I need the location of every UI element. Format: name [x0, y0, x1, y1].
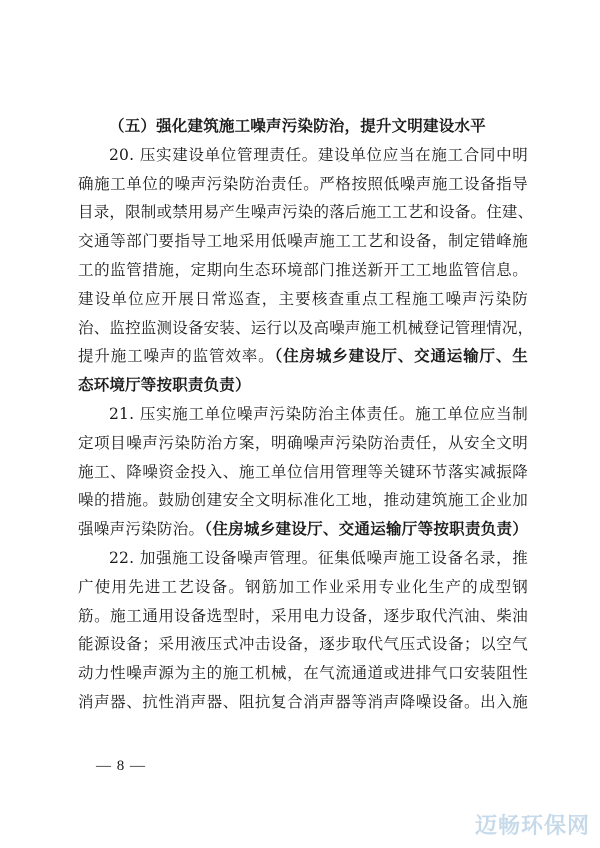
paragraph-22-line: 广使用先进工艺设备。钢筋加工作业采用专业化生产的成型钢 — [78, 577, 528, 596]
paragraph-20-responsibility-cont: 态环境厅等按职责负责） — [78, 375, 251, 395]
section-heading: （五）强化建筑施工噪声污染防治，提升文明建设水平 — [109, 116, 486, 135]
paragraph-20-line: 交通等部门要指导工地采用低噪声施工工艺和设备，制定错峰施 — [78, 232, 528, 251]
paragraph-21-responsibility: （住房城乡建设厅、交通运输厅等按职责负责） — [204, 519, 529, 539]
paragraph-21-tail-text: 强噪声污染防治。 — [78, 520, 205, 539]
paragraph-20-responsibility: （住房城乡建设厅、交通运输厅、生 — [274, 346, 528, 366]
paragraph-20-line: 20. 压实建设单位管理责任。建设单位应当在施工合同中明 — [109, 145, 528, 164]
paragraph-22-line: 能源设备；采用液压式冲击设备，逐步取代气压式设备；以空气 — [78, 635, 528, 654]
paragraph-20-line: 确施工单位的噪声污染防治责任。严格按照低噪声施工设备指导 — [78, 174, 528, 193]
watermark-logo: 迈畅环保网 — [474, 814, 590, 839]
paragraph-20-tail-text: 提升施工噪声的监管效率。 — [78, 347, 275, 366]
paragraph-21-line — [78, 515, 528, 544]
paragraph-21-line: 噪的措施。鼓励创建安全文明标准化工地，推动建筑施工企业加 — [78, 491, 528, 510]
paragraph-21-line: 21. 压实施工单位噪声污染防治主体责任。施工单位应当制 — [109, 404, 528, 423]
paragraph-21-line: 定项目噪声污染防治方案，明确噪声污染防治责任，从安全文明 — [78, 433, 528, 452]
paragraph-22-line: 22. 加强施工设备噪声管理。征集低噪声施工设备名录，推 — [109, 548, 528, 567]
paragraph-21-line: 施工、降噪资金投入、施工单位信用管理等关键环节落实减振降 — [78, 462, 528, 481]
paragraph-22-line: 筋。施工通用设备选型时，采用电力设备，逐步取代汽油、柴油 — [78, 606, 528, 625]
paragraph-20-line: 治、监控监测设备安装、运行以及高噪声施工机械登记管理情况， — [78, 318, 534, 337]
paragraph-22-line: 消声器、抗性消声器、阻抗复合消声器等消声降噪设备。出入施 — [78, 692, 528, 711]
page-number: — 8 — — [96, 758, 146, 774]
paragraph-20-line: 目录，限制或禁用易产生噪声污染的落后施工工艺和设备。住建、 — [78, 203, 534, 222]
paragraph-22-line: 动力性噪声源为主的施工机械，在气流通道或进排气口安装阻性 — [78, 664, 528, 683]
paragraph-20-line: 建设单位应开展日常巡查，主要核查重点工程施工噪声污染防 — [78, 289, 528, 308]
document-body — [78, 112, 534, 717]
paragraph-20-line: 工的监管措施，定期向生态环境部门推送新开工工地监管信息。 — [78, 260, 528, 279]
paragraph-20-line — [78, 342, 528, 371]
